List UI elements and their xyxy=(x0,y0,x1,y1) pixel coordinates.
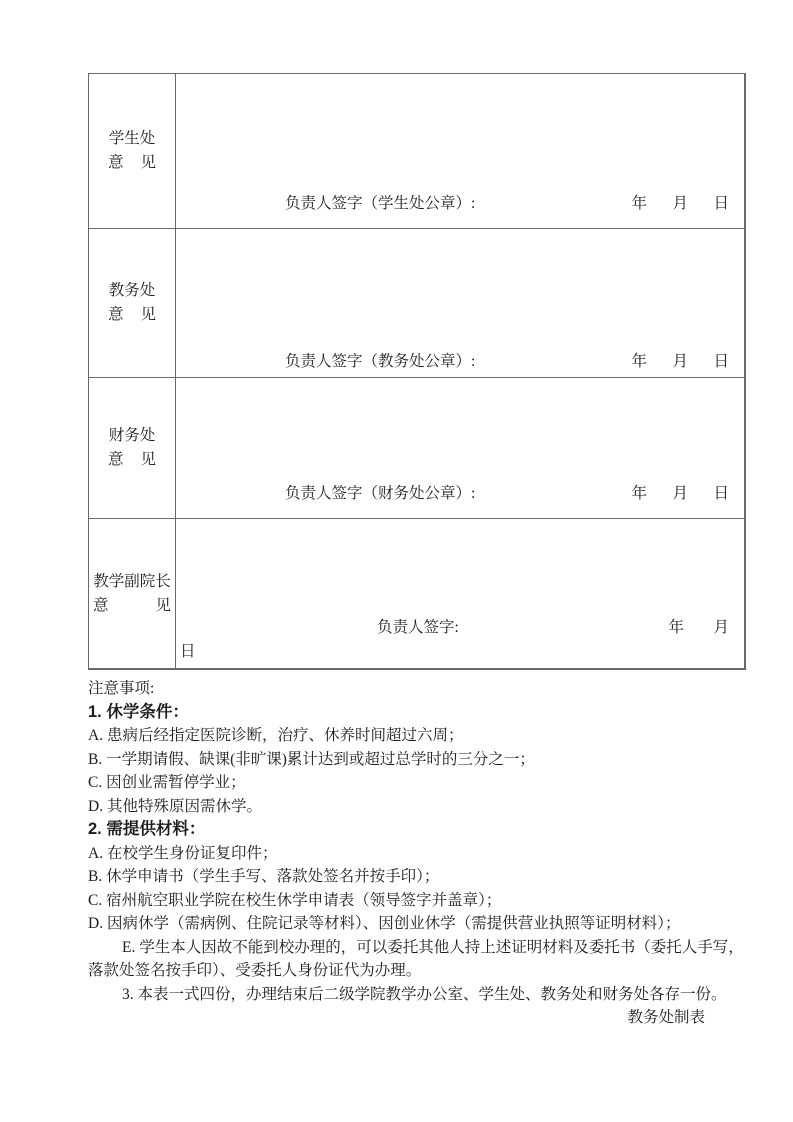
dept-label xyxy=(108,424,156,472)
note-section2-title: 2. 需提供材料： xyxy=(88,820,206,838)
dept-label xyxy=(93,570,171,618)
opinion-char: 见 xyxy=(140,306,156,323)
notes-section xyxy=(88,677,748,1030)
signature-label: 负责人签字（教务处公章）: xyxy=(285,353,476,370)
dept-label-cell xyxy=(89,74,176,228)
note-item: D. 其他特殊原因需休学。 xyxy=(88,797,262,815)
note-item: E. 学生本人因故不能到校办理的，可以委托其他人持上述证明材料及委托书（委托人手写，落款处签名按手印）、受委托人身份证代为办理。 xyxy=(88,938,744,979)
note-item: D. 因病休学（需病例、住院记录等材料）、因创业休学（需提供营业执照等证明材料）； xyxy=(88,915,681,932)
opinion-char: 意 xyxy=(108,451,124,468)
opinion-char: 见 xyxy=(140,451,156,468)
opinion-content-area xyxy=(176,378,744,518)
dept-label-cell xyxy=(89,519,176,668)
note-item: B. 一学期请假、缺课(非旷课)累计达到或超过总学时的三分之一； xyxy=(88,750,535,768)
opinion-char: 意 xyxy=(93,596,109,614)
note-item: A. 在校学生身份证复印件； xyxy=(88,844,278,862)
opinion-label xyxy=(108,448,156,472)
date-label: 年 月 日 xyxy=(631,353,734,370)
note-item: B. 休学申请书（学生手写、落款处签名并按手印）； xyxy=(88,868,440,885)
date-label: 年 月 日 xyxy=(631,485,734,502)
date-label: 年 月 xyxy=(668,619,736,636)
dept-label-cell xyxy=(89,378,176,518)
dept-name: 财务处 xyxy=(108,427,156,444)
signature-label: 负责人签字（财务处公章）: xyxy=(285,485,476,502)
note-section1-title: 1. 休学条件： xyxy=(88,702,189,721)
dept-name: 教学副院长 xyxy=(93,572,171,590)
approval-table xyxy=(88,73,746,670)
approval-row-student-affairs xyxy=(89,74,744,228)
opinion-char: 见 xyxy=(140,154,156,171)
note-item: C. 宿州航空职业学院在校生休学申请表（领导签字并盖章）； xyxy=(88,891,502,909)
dept-name: 教务处 xyxy=(108,282,156,299)
approval-row-academic-affairs xyxy=(89,228,744,377)
signature-line xyxy=(176,192,744,216)
opinion-label xyxy=(108,151,156,175)
date-label: 年 月 日 xyxy=(631,195,734,212)
dept-name: 学生处 xyxy=(108,130,156,147)
note-item3: 3. 本表一式四份，办理结束后二级学院教学办公室、学生处、教务处和财务处各存一份。 xyxy=(122,985,727,1003)
opinion-content-area xyxy=(176,74,744,228)
notes-heading: 注意事项: xyxy=(88,680,155,697)
signature-line xyxy=(176,350,744,374)
opinion-label xyxy=(93,594,171,618)
signature-line xyxy=(176,482,744,506)
dept-label xyxy=(108,279,156,327)
opinion-char: 意 xyxy=(108,306,124,323)
signature-label: 负责人签字: xyxy=(377,619,459,636)
opinion-content-area xyxy=(176,229,744,377)
dept-label-cell xyxy=(89,229,176,377)
note-item: C. 因创业需暂停学业； xyxy=(88,774,246,791)
signature-line xyxy=(176,616,744,640)
dept-label xyxy=(108,127,156,175)
date-wrap-label: 日 xyxy=(180,643,196,660)
opinion-label xyxy=(108,303,156,327)
opinion-char: 见 xyxy=(155,596,171,614)
opinion-content-area xyxy=(176,519,744,668)
opinion-char: 意 xyxy=(108,154,124,171)
approval-row-vice-dean xyxy=(89,518,744,668)
approval-row-finance xyxy=(89,377,744,518)
form-maker-note: 教务处制表 xyxy=(627,1009,705,1026)
signature-label: 负责人签字（学生处公章）: xyxy=(285,195,476,212)
note-item: A. 患病后经指定医院诊断，治疗、休养时间超过六周； xyxy=(88,727,464,744)
